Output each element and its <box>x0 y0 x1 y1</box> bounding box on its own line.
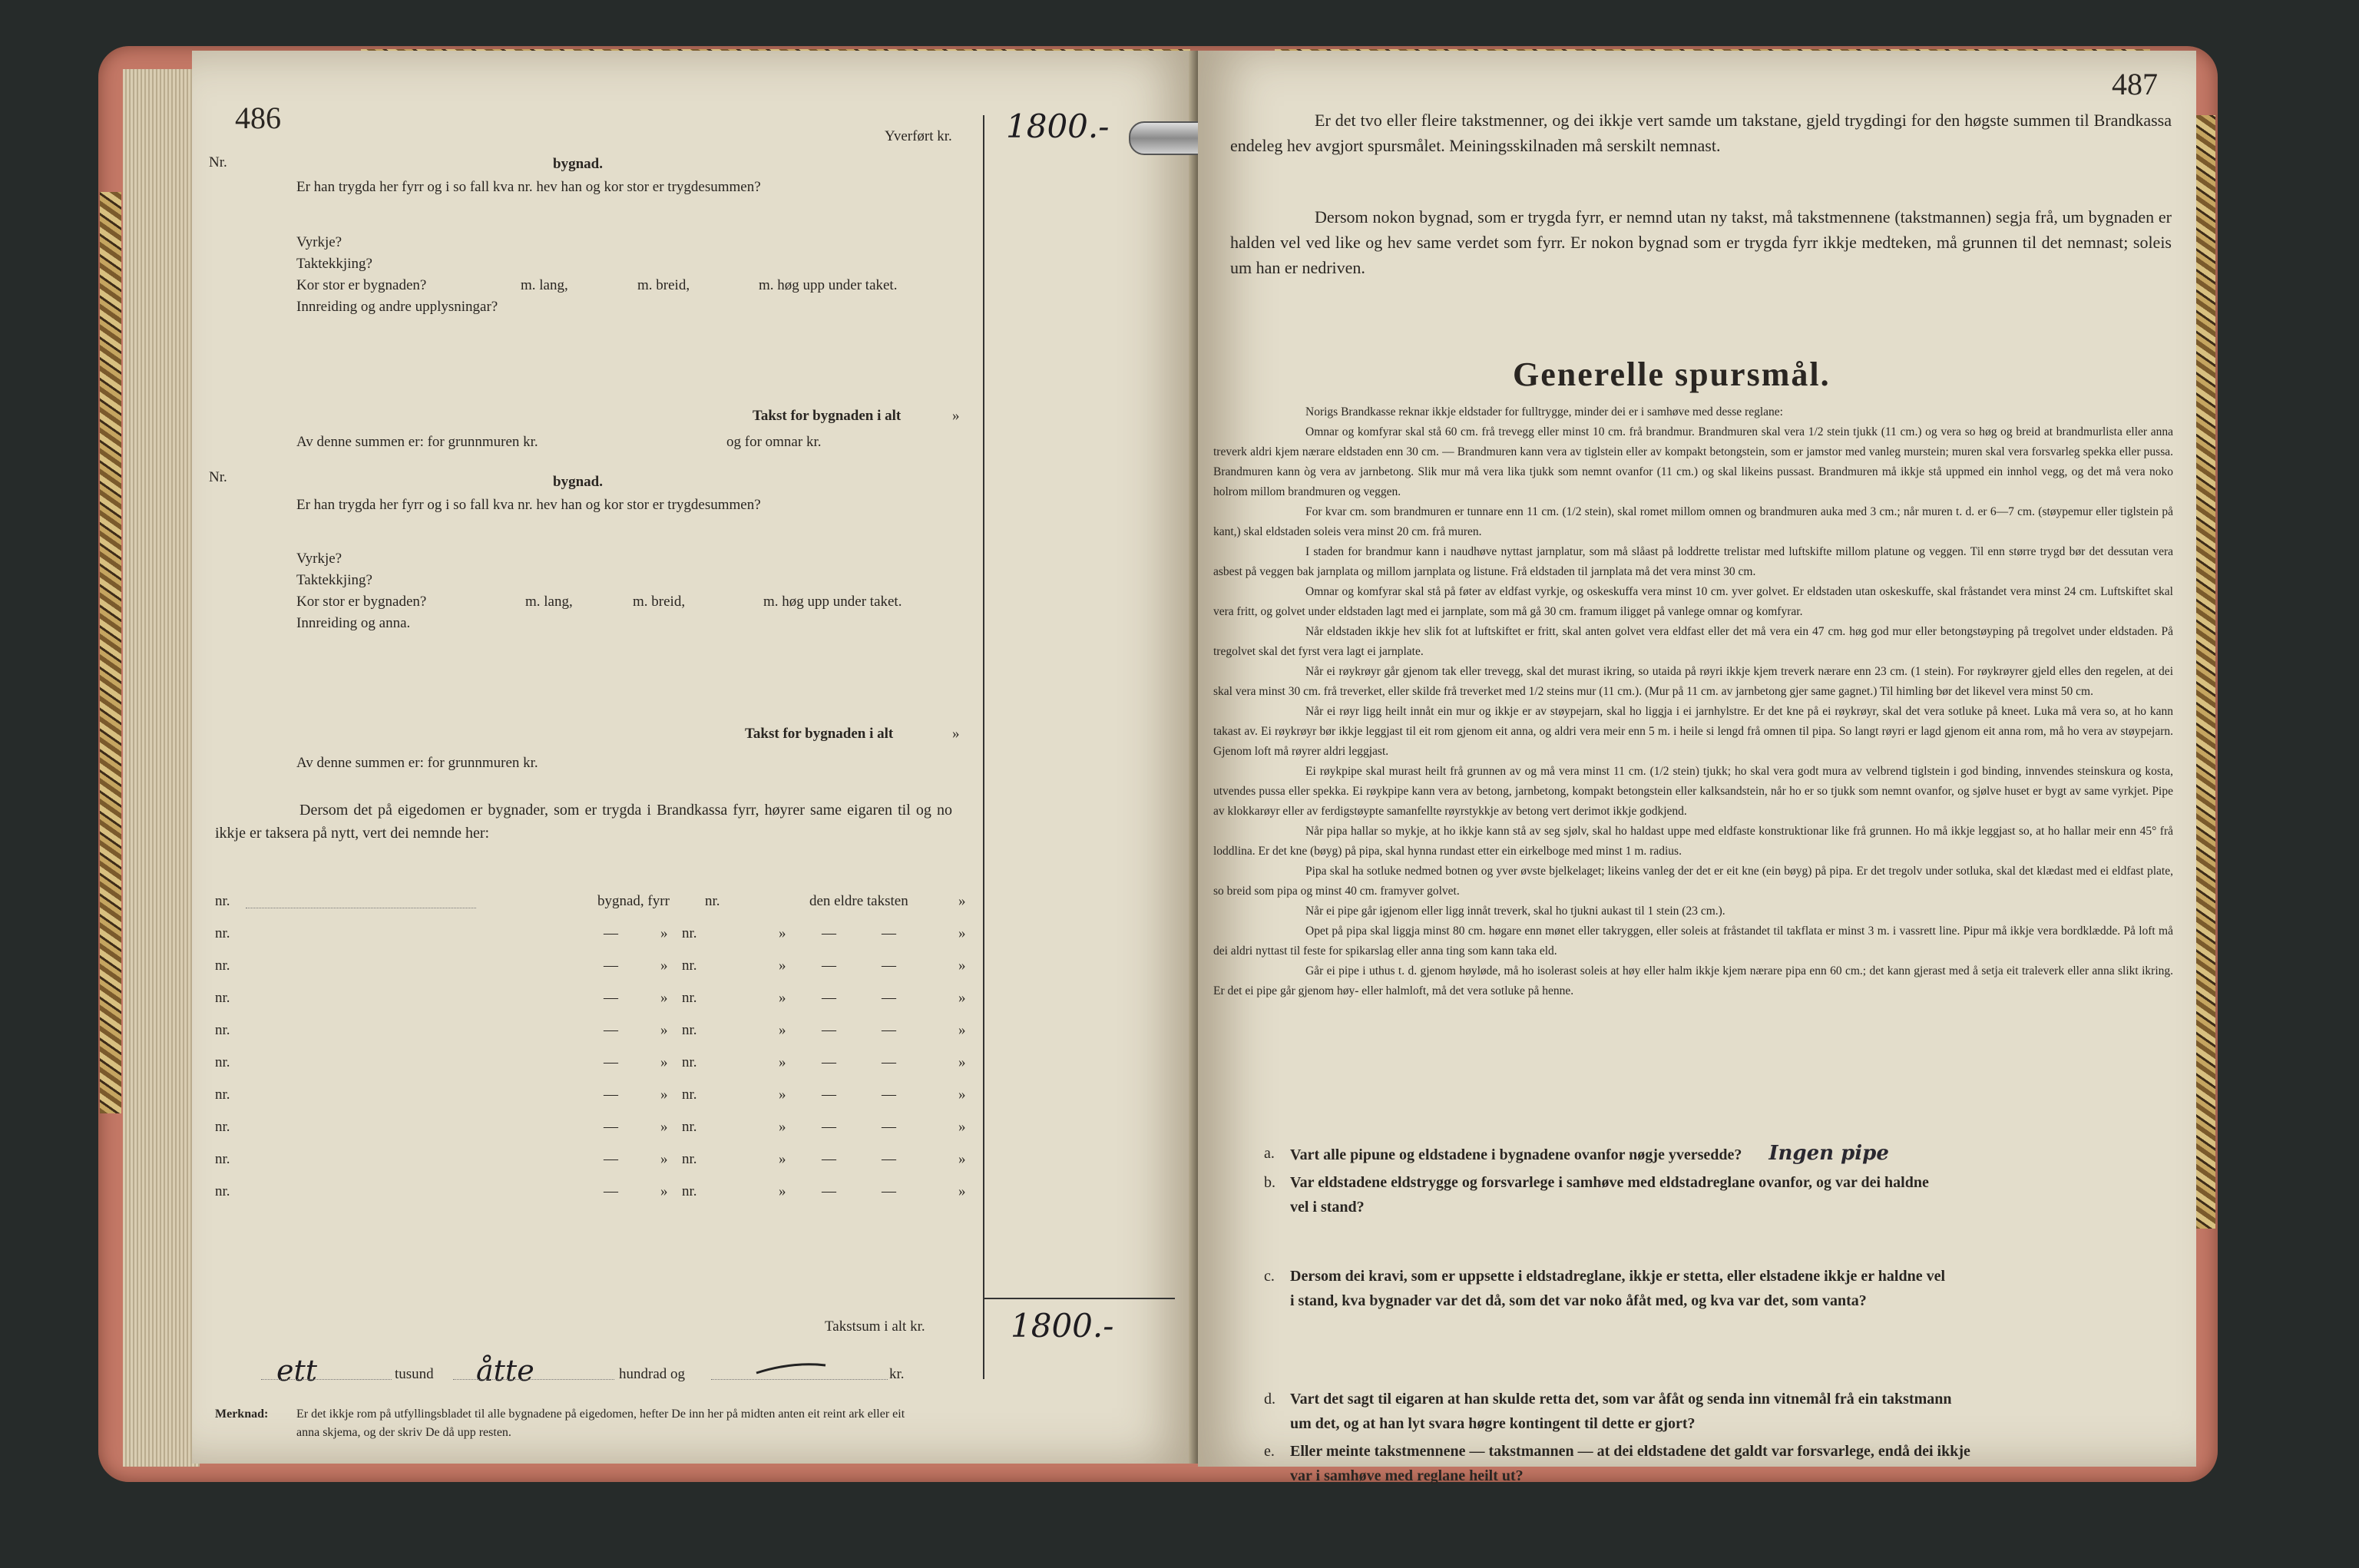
takst-total-label-1: Takst for bygnaden i alt <box>753 408 902 424</box>
bygnad-heading-2: bygnad. <box>553 474 603 490</box>
list-row <box>215 1055 968 1072</box>
row-dash: — <box>822 1054 836 1070</box>
row-guill: » <box>779 1151 786 1167</box>
tusund-fill <box>261 1379 392 1380</box>
rule-paragraph: Når ei røykrøyr går gjenom tak eller trevegg, skal det murast ikring, so utaida på røyri ikkje kjem treverk nærare enn 23 cm. (1 stein). For røykrøyrer gjeld elles den regelen, at dei skal vera minst 30 cm. frå treverket, eller skilde frå treverket med 1/2 steins mur (11 cm.). (Mur på 11 cm. av jarnbetong gjer same gagnet.) Til himling bør det likevel vera minst 50 cm. <box>1213 665 2173 698</box>
question-e-label: e. <box>1264 1443 1275 1460</box>
row-dash: — <box>604 990 618 1006</box>
nr-label-2: Nr. <box>209 469 227 485</box>
row-dash: — <box>822 1022 836 1038</box>
question-b-line-2: vel i stand? <box>1290 1199 1365 1216</box>
row-nr: nr. <box>215 1054 230 1070</box>
dash-stroke-icon <box>753 1356 829 1379</box>
size-question-2: Kor stor er bygnaden? <box>296 594 427 610</box>
row-nr2: nr. <box>682 958 697 974</box>
yverfort-amount: 1800.- <box>1006 108 1110 145</box>
row-nr: nr. <box>215 1119 230 1135</box>
question-a-label: a. <box>1264 1145 1275 1162</box>
row-nr: nr. <box>215 1183 230 1199</box>
row-dash: — <box>882 1183 896 1199</box>
rule-paragraph: Norigs Brandkasse reknar ikkje eldstader for fulltrygge, minder dei er i samhøve med desse reglane: <box>1305 405 1783 418</box>
row-dash: — <box>604 1054 618 1070</box>
fire-rules <box>1213 402 2173 1001</box>
column-rule <box>983 115 984 1379</box>
takst-total-label-2: Takst for bygnaden i alt <box>745 726 894 742</box>
row-guill: » <box>779 1087 786 1103</box>
row-guill: » <box>958 1183 966 1199</box>
row-guill: » <box>779 1119 786 1135</box>
row-dash: — <box>882 1022 896 1038</box>
row-nr2: nr. <box>682 990 697 1006</box>
row-guill: » <box>958 990 966 1006</box>
rule-paragraph: Omnar og komfyrar skal stå 60 cm. frå trevegg eller minst 10 cm. frå brandmur. Brandmuren skal vera 1/2 stein tjukk (11 cm.) og vera so høg og breid at brandmurlista eller anna treverk aldri kjem nærare eldstaden enn 30 cm. — Brandmuren kann vera av tiglstein eller av kompakt betongstein, som er jamstor med vanleg murstein; muren skal vera forsvarleg spekka eller pussa. Brandmuren kann òg vera av jarnbetong. Slik mur må vera lika tjukk som nemnt ovanfor (11 cm.) og skal likeins pussast. Brandmuren må ikkje stå uppmed ein innhol vegg, og det må vera noko holrom millom brandmuren og veggen. <box>1213 425 2173 498</box>
vyrkje-label-1: Vyrkje? <box>296 234 342 250</box>
question-d <box>1264 1387 2173 1436</box>
grunnmur-label-1: Av denne summen er: for grunnmuren kr. <box>296 434 538 450</box>
row-dash: — <box>882 1119 896 1135</box>
ore-fill <box>711 1379 888 1380</box>
question-e-line-1: Eller meinte takstmennene — takstmannen — at dei eldstadene det galdt var forsvarlege, endå dei ikkje <box>1290 1443 1970 1460</box>
row-nr2: nr. <box>682 1119 697 1135</box>
row-guill: » <box>958 925 966 941</box>
takst-guillemet-1: » <box>952 408 960 424</box>
question-b-line-1: Var eldstadene eldstrygge og forsvarlege i samhøve med eldstadreglane ovanfor, og var dei haldne <box>1290 1174 1929 1191</box>
list-row <box>215 1184 968 1201</box>
row-dash: — <box>822 1087 836 1103</box>
row-guill: » <box>660 958 668 974</box>
rule-paragraph: Opet på pipa skal liggja minst 80 cm. høgare enn mønet eller takryggen, eller soleis at fråstandet til takflata er minst 3 m. i vassrett line. Pipur må ikkje vera bordklædde. På loft må dei aldri nyttast til feste for spikarslag eller anna ting som kann taka eld. <box>1213 925 2173 958</box>
row-guill: » <box>660 1119 668 1135</box>
row-nr: nr. <box>215 925 230 941</box>
row-guill: » <box>660 1151 668 1167</box>
rule-paragraph: For kvar cm. som brandmuren er tunnare enn 11 cm. (1/2 stein), skal romet millom omnen og brandmuren auka med 3 cm.; når muren t. d. er 6—7 cm. (støypemur eller tiglstein på kant,) skal eldstaden soleis vera minst 20 cm. frå muren. <box>1213 505 2173 538</box>
row-guill: » <box>660 990 668 1006</box>
question-d-line-2: um det, og at han lyt svara høgre kontingent til dette er gjort? <box>1290 1415 1696 1432</box>
kr-label: kr. <box>889 1366 905 1382</box>
list-nr-label: nr. <box>705 893 720 909</box>
row-guill: » <box>779 1183 786 1199</box>
hundrad-label: hundrad og <box>619 1366 686 1382</box>
row-dash: — <box>604 1087 618 1103</box>
row-nr2: nr. <box>682 1183 697 1199</box>
rule-paragraph: Pipa skal ha sotluke nedmed botnen og yver øvste bjelkelaget; likeins vanleg der det er eit kne (ein bøyg) på pipa. Er det tregolv under sotluka, skal det klædast med ei eldfast plate, so breid som pipa og minst 40 cm. framyver golvet. <box>1213 865 2173 898</box>
row-nr: nr. <box>215 1087 230 1103</box>
row-guill: » <box>958 1151 966 1167</box>
row-dash: — <box>604 1022 618 1038</box>
row-nr2: nr. <box>682 1087 697 1103</box>
row-dash: — <box>882 990 896 1006</box>
m-lang-2: m. lang, <box>525 594 573 610</box>
row-dash: — <box>822 1183 836 1199</box>
list-row <box>215 1023 968 1040</box>
list-row <box>215 958 968 975</box>
page-number-right: 487 <box>2112 67 2158 101</box>
row-dash: — <box>882 1054 896 1070</box>
question-b-label: b. <box>1264 1174 1275 1191</box>
list-nr-1: nr. <box>215 893 230 909</box>
question-d-label: d. <box>1264 1391 1275 1408</box>
hundrad-fill <box>453 1379 614 1380</box>
taktekkjing-label-1: Taktekkjing? <box>296 256 372 272</box>
amount-words-atte: åtte <box>476 1354 534 1388</box>
row-nr2: nr. <box>682 1054 697 1070</box>
list-eldre-takst: den eldre taksten <box>809 893 908 909</box>
question-c-line-1: Dersom dei kravi, som er uppsette i eldstadreglane, ikkje er stetta, eller elstadene ikkje er haldne vel <box>1290 1268 1946 1285</box>
row-dash: — <box>882 958 896 974</box>
total-rule <box>983 1298 1175 1299</box>
m-breid-1: m. breid, <box>637 277 690 293</box>
row-nr: nr. <box>215 1151 230 1167</box>
rule-paragraph: Når ei røyr ligg heilt innåt ein mur og ikkje er av støypejarn, skal ho liggja i ei jarnhylstre. Er det kne på ei røykrøyr, skal det vera sotluke på kneet. Luka må vera so, at ho kann takast av. Ei røykrøyr bør ikkje leggjast til eit rom gjenom eit anna, og aldri vera meir enn 5 m. i heile si lengd frå omnen til pipa. So langt røyri er lagd gjenom eit anna rom, må ho vera av støypejarn. Gjenom loft må røyrer aldri leggjast. <box>1213 705 2173 758</box>
question-c <box>1264 1264 2173 1313</box>
row-dash: — <box>822 990 836 1006</box>
right-page <box>1198 51 2196 1484</box>
row-dash: — <box>604 1183 618 1199</box>
rule-paragraph: I staden for brandmur kann i naudhøve nyttast jarnplatur, som må slåast på loddrette trelistar med luftskifte millom platune og veggen. Til enn større trygd bør det dessutan vera asbest på veggen bak jarnplata og millom jarnplata og listune. Frå eldstaden til jarnplata må det vera minst 30 cm. <box>1213 545 2173 578</box>
innreiding-label-2: Innreiding og anna. <box>296 615 411 631</box>
row-guill: » <box>958 1087 966 1103</box>
rule-paragraph: Når eldstaden ikkje hev slik fot at luftskiftet er fritt, skal anten golvet vera eldfast eller det må vera ein 47 cm. høg god mur eller betongstøyping på tregolvet under eldstaden. På tregolvet skal det fyrst vera lagt ei jarnplate. <box>1213 625 2173 658</box>
question-a-answer: Ingen pipe <box>1768 1142 1889 1165</box>
innreiding-label-1: Innreiding og andre upplysningar? <box>296 299 498 315</box>
row-dash: — <box>822 1119 836 1135</box>
list-guill-1: » <box>958 893 966 909</box>
question-a-text: Vart alle pipune og eldstadene i bygnadene ovanfor nøgje yversedde? <box>1290 1146 1742 1163</box>
question-d-line-1: Vart det sagt til eigaren at han skulde retta det, som var åfåt og senda inn vitnemål frå ein takstmann <box>1290 1391 1952 1408</box>
row-guill: » <box>779 1054 786 1070</box>
row-guill: » <box>660 1054 668 1070</box>
row-guill: » <box>779 990 786 1006</box>
tusund-label: tusund <box>395 1366 434 1382</box>
vyrkje-label-2: Vyrkje? <box>296 551 342 567</box>
grunnmur-label-2: Av denne summen er: for grunnmuren kr. <box>296 755 538 771</box>
row-dash: — <box>604 1119 618 1135</box>
takstsum-label: Takstsum i alt kr. <box>825 1318 925 1335</box>
bygnad-heading-1: bygnad. <box>553 156 603 172</box>
insured-question-2: Er han trygda her fyrr og i so fall kva nr. hev han og kor stor er trygdesummen? <box>296 497 761 513</box>
page-number-left: 486 <box>235 101 281 135</box>
question-a <box>1264 1141 2173 1167</box>
intro-paragraph-1: Er det tvo eller fleire takstmenner, og dei ikkje vert samde um takstane, gjeld trygdingi for den høgste summen til Brandkassa endeleg hev avgjort spursmålet. Meiningsskilnaden må serskilt nemnast. <box>1230 111 2172 155</box>
row-dash: — <box>822 1151 836 1167</box>
taktekkjing-label-2: Taktekkjing? <box>296 572 372 588</box>
insured-question-1: Er han trygda her fyrr og i so fall kva nr. hev han og kor stor er trygdesummen? <box>296 179 761 195</box>
omnar-label-1: og for omnar kr. <box>726 434 822 450</box>
rule-paragraph: Når ei pipe går igjenom eller ligg innåt treverk, skal ho tjukni aukast til 1 stein (23 cm.). <box>1305 905 1725 918</box>
row-nr2: nr. <box>682 1151 697 1167</box>
question-b <box>1264 1170 2173 1219</box>
takst-guillemet-2: » <box>952 726 960 742</box>
row-guill: » <box>958 958 966 974</box>
row-guill: » <box>779 958 786 974</box>
rule-paragraph: Når pipa hallar so mykje, at ho ikkje kann stå av seg sjølv, skal ho haldast uppe med eldfaste konstruktionar like frå grunnen. Ho må ikkje leggjast so, at ho hallar meir enn 45° frå loddlina. Er det kne (bøyg) på pipa, skal hynna rundast etter ein eirkelboge med minst 1 m. radius. <box>1213 825 2173 858</box>
list-row <box>215 1087 968 1104</box>
row-guill: » <box>779 1022 786 1038</box>
row-dash: — <box>882 1151 896 1167</box>
question-c-line-2: i stand, kva bygnader var det då, som det var noko åfåt med, og kva var det, som vanta? <box>1290 1292 1867 1309</box>
row-dash: — <box>822 958 836 974</box>
row-dash: — <box>882 1087 896 1103</box>
row-guill: » <box>958 1022 966 1038</box>
m-hog-1: m. høg upp under taket. <box>759 277 898 293</box>
rule-paragraph: Ei røykpipe skal murast heilt frå grunnen av og må vera minst 11 cm. (1/2 stein) tjukk; ho skal vera godt mura av velbrend tiglstein i god binding, innvendes steinskura og kosta, utvendes pussa eller spekka. Ei røykpipe kann vera av betong, jarnbetong, kompakt betongstein eller kalksandstein, når ho er so tjukk som nemnt ovanfor, og sjølve huset er bygt av same vyrkjet. Pipe av klokkarøyr eller av ferdigstøypte samanfellte røyrstykkje av betong vert derimot ikkje godkjend. <box>1213 765 2173 818</box>
row-guill: » <box>958 1119 966 1135</box>
page-edges <box>123 69 200 1467</box>
row-guill: » <box>660 1022 668 1038</box>
row-dash: — <box>604 925 618 941</box>
list-bygnad-fyrr: bygnad, fyrr <box>597 893 670 909</box>
yverfort-label: Yverført kr. <box>885 128 952 144</box>
row-guill: » <box>660 1183 668 1199</box>
row-dash: — <box>822 925 836 941</box>
question-c-label: c. <box>1264 1268 1275 1285</box>
row-guill: » <box>660 1087 668 1103</box>
rule-paragraph: Går ei pipe i uthus t. d. gjenom høyløde, må ho isolerast soleis at høy eller halm ikkje kjem nærare pipa enn 60 cm.; det kann gjerast med å setja eit traleverk eller anna slikt ikring. Er det ei pipe går gjenom høy- eller halmloft, må det vera sotluke på henne. <box>1213 964 2173 997</box>
m-hog-2: m. høg upp under taket. <box>763 594 902 610</box>
list-row <box>215 926 968 943</box>
rule-paragraph: Omnar og komfyrar skal stå på føter av eldfast vyrkje, og oskeskuffa vera minst 10 cm. yver golvet. Er eldstaden utan oskeskuffe, skal fråstandet vera minst 24 cm. Luftskiftet skal vera fritt, og golvet under eldstaden lagt med ei jarnplate, som må gå 30 cm. framum iligget på vanlege omnar og komfyrar. <box>1213 585 2173 618</box>
row-nr: nr. <box>215 1022 230 1038</box>
row-dash: — <box>604 1151 618 1167</box>
amount-words-ett: ett <box>276 1354 318 1388</box>
question-e-line-2: var i samhøve med reglane heilt ut? <box>1290 1467 1524 1484</box>
takstsum-amount: 1800.- <box>1011 1307 1114 1345</box>
row-guill: » <box>660 925 668 941</box>
intro-paragraph-2: Dersom nokon bygnad, som er trygda fyrr, er nemnd utan ny takst, må takstmennene (takstmannen) segja frå, um bygnaden er halden vel ved like og hev same verdet som fyrr. Er nokon bygnad som er trygda fyrr ikkje medteken, må grunnen til det nemnast; soleis um han er nedriven. <box>1230 207 2172 277</box>
row-nr2: nr. <box>682 925 697 941</box>
row-dash: — <box>604 958 618 974</box>
row-guill: » <box>958 1054 966 1070</box>
dersom-paragraph: Dersom det på eigedomen er bygnader, som er trygda i Brandkassa fyrr, høyrer same eigaren til og no ikkje er taksera på nytt, vert dei nemnde her: <box>215 802 952 842</box>
merknad-line-1: Er det ikkje rom på utfyllingsbladet til alle bygnadene på eigedomen, hefter De inn her på midten anten eit reint ark eller eit <box>296 1408 905 1421</box>
merknad-line-2: anna skjema, og der skriv De då upp resten. <box>296 1426 511 1439</box>
list-row <box>215 1120 968 1136</box>
m-lang-1: m. lang, <box>521 277 568 293</box>
question-e <box>1264 1439 2173 1488</box>
row-nr2: nr. <box>682 1022 697 1038</box>
row-nr: nr. <box>215 990 230 1006</box>
row-guill: » <box>779 925 786 941</box>
merknad-label: Merknad: <box>215 1408 269 1421</box>
marbled-edge-left <box>100 192 121 1113</box>
section-heading: Generelle spursmål. <box>1513 356 1831 393</box>
nr-label-1: Nr. <box>209 154 227 170</box>
list-row <box>215 991 968 1007</box>
row-dash: — <box>882 925 896 941</box>
left-page <box>192 51 1198 1464</box>
size-question-1: Kor stor er bygnaden? <box>296 277 427 293</box>
row-nr: nr. <box>215 958 230 974</box>
list-row <box>215 1152 968 1169</box>
m-breid-2: m. breid, <box>633 594 686 610</box>
